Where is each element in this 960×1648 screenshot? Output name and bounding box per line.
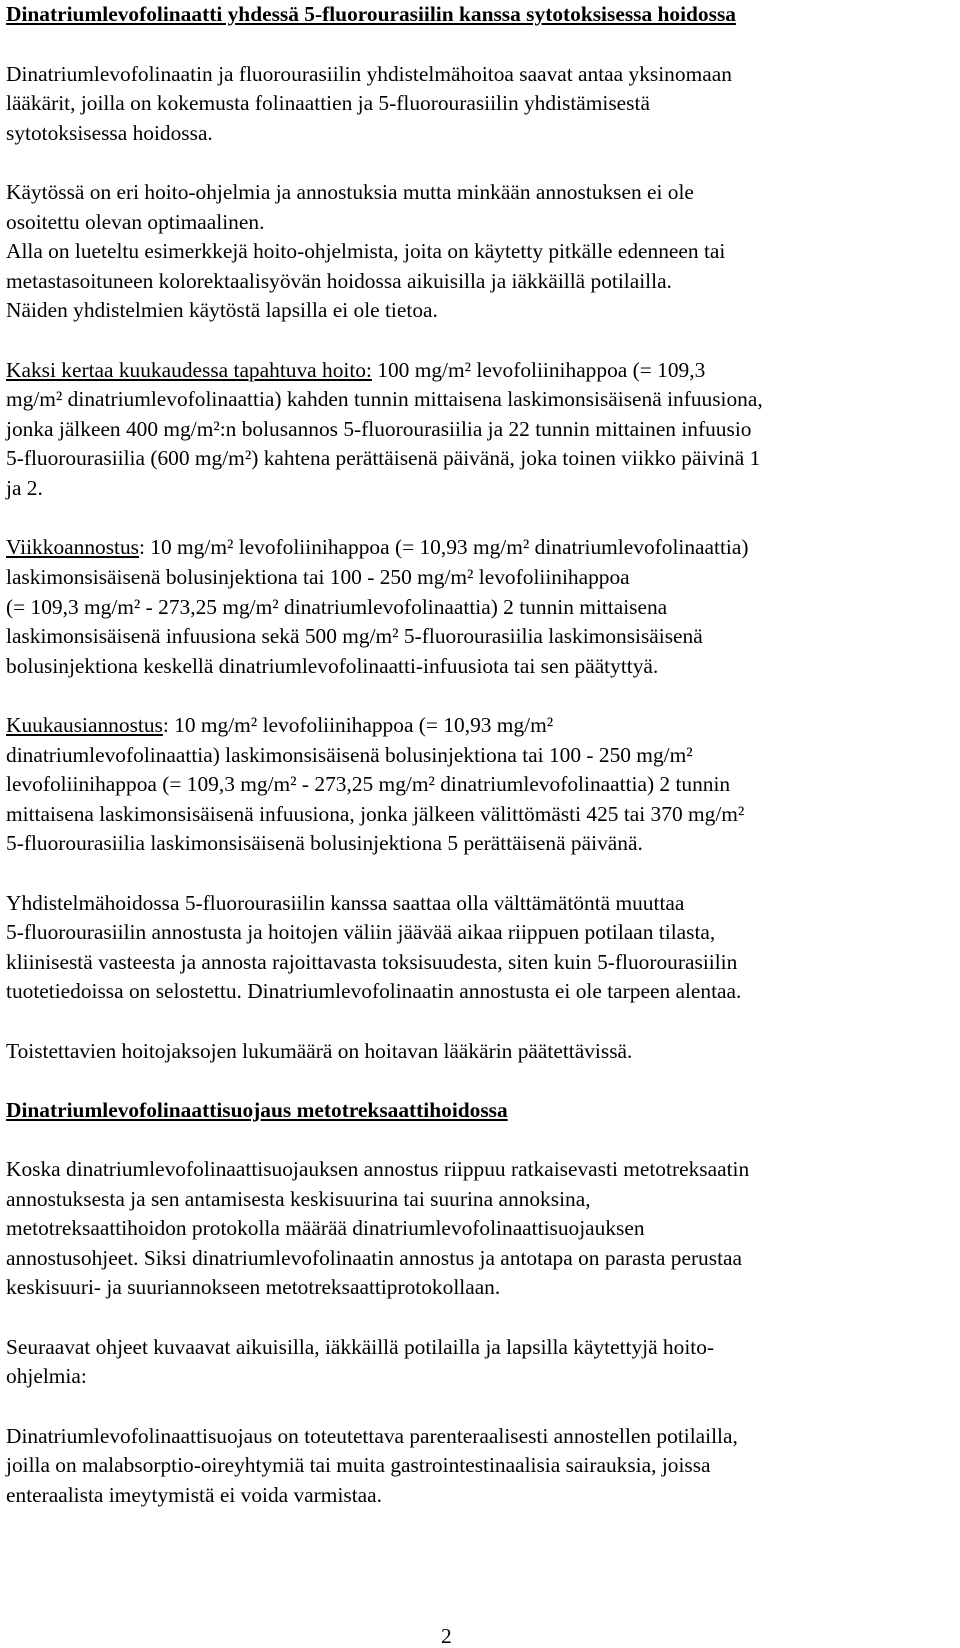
paragraph-line: Koska dinatriumlevofolinaattisuojauksen annostus riippuu ratkaisevasti metotreksaatin <box>6 1157 750 1181</box>
paragraph-line: metotreksaattihoidon protokolla määrää dinatriumlevofolinaattisuojauksen <box>6 1216 645 1240</box>
paragraph-line: annostusohjeet. Siksi dinatriumlevofolinaatin annostus ja antotapa on parasta perustaa <box>6 1246 743 1270</box>
paragraph-line: Näiden yhdistelmien käytöstä lapsilla ei ole tietoa. <box>6 298 438 322</box>
page-number: 2 <box>441 1624 452 1648</box>
paragraph-line: enteraalista imeytymistä ei voida varmistaa. <box>6 1483 382 1507</box>
paragraph-line: tuotetiedoissa on selostettu. Dinatriumlevofolinaatin annostusta ei ole tarpeen alentaa. <box>6 979 742 1003</box>
paragraph-line: Käytössä on eri hoito-ohjelmia ja annostuksia mutta minkään annostuksen ei ole <box>6 180 694 204</box>
paragraph-line: levofoliinihappoa (= 109,3 mg/m² - 273,25 mg/m² dinatriumlevofolinaattia) 2 tunnin <box>6 772 731 796</box>
paragraph-line: dinatriumlevofolinaattia) laskimonsisäisenä bolusinjektiona tai 100 - 250 mg/m² <box>6 743 693 767</box>
paragraph-line: 5-fluorourasiilin annostusta ja hoitojen väliin jäävää aikaa riippuen potilaan tilasta, <box>6 920 716 944</box>
paragraph-line: metastasoituneen kolorektaalisyövän hoidossa aikuisilla ja iäkkäillä potilailla. <box>6 269 672 293</box>
paragraph-line: laskimonsisäisenä infuusiona sekä 500 mg/m² 5-fluorourasiilia laskimonsisäisenä <box>6 624 703 648</box>
paragraph-line: Yhdistelmähoidossa 5-fluorourasiilin kanssa saattaa olla välttämätöntä muuttaa <box>6 891 685 915</box>
paragraph-line: mittaisena laskimonsisäisenä infuusiona, jonka jälkeen välittömästi 425 tai 370 mg/m² <box>6 802 745 826</box>
paragraph-line: (= 109,3 mg/m² - 273,25 mg/m² dinatriumlevofolinaattia) 2 tunnin mittaisena <box>6 595 668 619</box>
paragraph-line: 5-fluorourasiilia (600 mg/m²) kahtena perättäisenä päivänä, joka toinen viikko päivinä 1 <box>6 446 761 470</box>
paragraph-line <box>6 537 748 558</box>
regimen-label: Viikkoannostus <box>6 535 140 559</box>
regimen-label: Kaksi kertaa kuukaudessa tapahtuva hoito: <box>6 358 372 382</box>
paragraph-text: : 10 mg/m² levofoliinihappoa (= 10,93 mg/m² dinatriumlevofolinaattia) <box>139 535 749 559</box>
paragraph-line <box>6 715 553 736</box>
regimen-label: Kuukausiannostus <box>6 713 163 737</box>
paragraph-line <box>6 360 705 381</box>
paragraph-line: keskisuuri- ja suuriannokseen metotreksaattiprotokollaan. <box>6 1275 501 1299</box>
paragraph-line: ohjelmia: <box>6 1364 87 1388</box>
paragraph-line: osoitettu olevan optimaalinen. <box>6 210 265 234</box>
paragraph-line: kliinisestä vasteesta ja annosta rajoittavasta toksisuudesta, siten kuin 5-fluorourasiilin <box>6 950 738 974</box>
paragraph-text: : 10 mg/m² levofoliinihappoa (= 10,93 mg/m² <box>162 713 554 737</box>
paragraph-line: annostuksesta ja sen antamisesta keskisuurina tai suurina annoksina, <box>6 1187 591 1211</box>
paragraph-line: Alla on lueteltu esimerkkejä hoito-ohjelmista, joita on käytetty pitkälle edenneen tai <box>6 239 726 263</box>
paragraph-line: jonka jälkeen 400 mg/m²:n bolusannos 5-fluorourasiilia ja 22 tunnin mittainen infuusio <box>6 417 752 441</box>
paragraph-line: lääkärit, joilla on kokemusta folinaattien ja 5-fluorourasiilin yhdistämisestä <box>6 91 650 115</box>
paragraph-line: sytotoksisessa hoidossa. <box>6 121 213 145</box>
paragraph-line: 5-fluorourasiilia laskimonsisäisenä bolusinjektiona 5 perättäisenä päivänä. <box>6 831 643 855</box>
section-heading: Dinatriumlevofolinaattisuojaus metotreksaattihoidossa <box>6 1098 508 1122</box>
paragraph-line: joilla on malabsorptio-oireyhtymiä tai muita gastrointestinaalisia sairauksia, joissa <box>6 1453 711 1477</box>
paragraph-line: Seuraavat ohjeet kuvaavat aikuisilla, iäkkäillä potilailla ja lapsilla käytettyjä hoito- <box>6 1335 715 1359</box>
paragraph-line: laskimonsisäisenä bolusinjektiona tai 100 - 250 mg/m² levofoliinihappoa <box>6 565 630 589</box>
section-heading: Dinatriumlevofolinaatti yhdessä 5-fluorourasiilin kanssa sytotoksisessa hoidossa <box>6 2 736 26</box>
paragraph-line: Dinatriumlevofolinaatin ja fluorourasiilin yhdistelmähoitoa saavat antaa yksinomaan <box>6 62 732 86</box>
paragraph-line: mg/m² dinatriumlevofolinaattia) kahden tunnin mittaisena laskimonsisäisenä infuusiona, <box>6 387 763 411</box>
paragraph-line: bolusinjektiona keskellä dinatriumlevofolinaatti-infuusiota tai sen päätyttyä. <box>6 654 659 678</box>
paragraph-text: 100 mg/m² levofoliinihappoa (= 109,3 <box>371 358 706 382</box>
paragraph-line: Toistettavien hoitojaksojen lukumäärä on hoitavan lääkärin päätettävissä. <box>6 1039 633 1063</box>
paragraph-line: Dinatriumlevofolinaattisuojaus on toteutettava parenteraalisesti annostellen potilailla, <box>6 1424 738 1448</box>
paragraph-line: ja 2. <box>6 476 43 500</box>
